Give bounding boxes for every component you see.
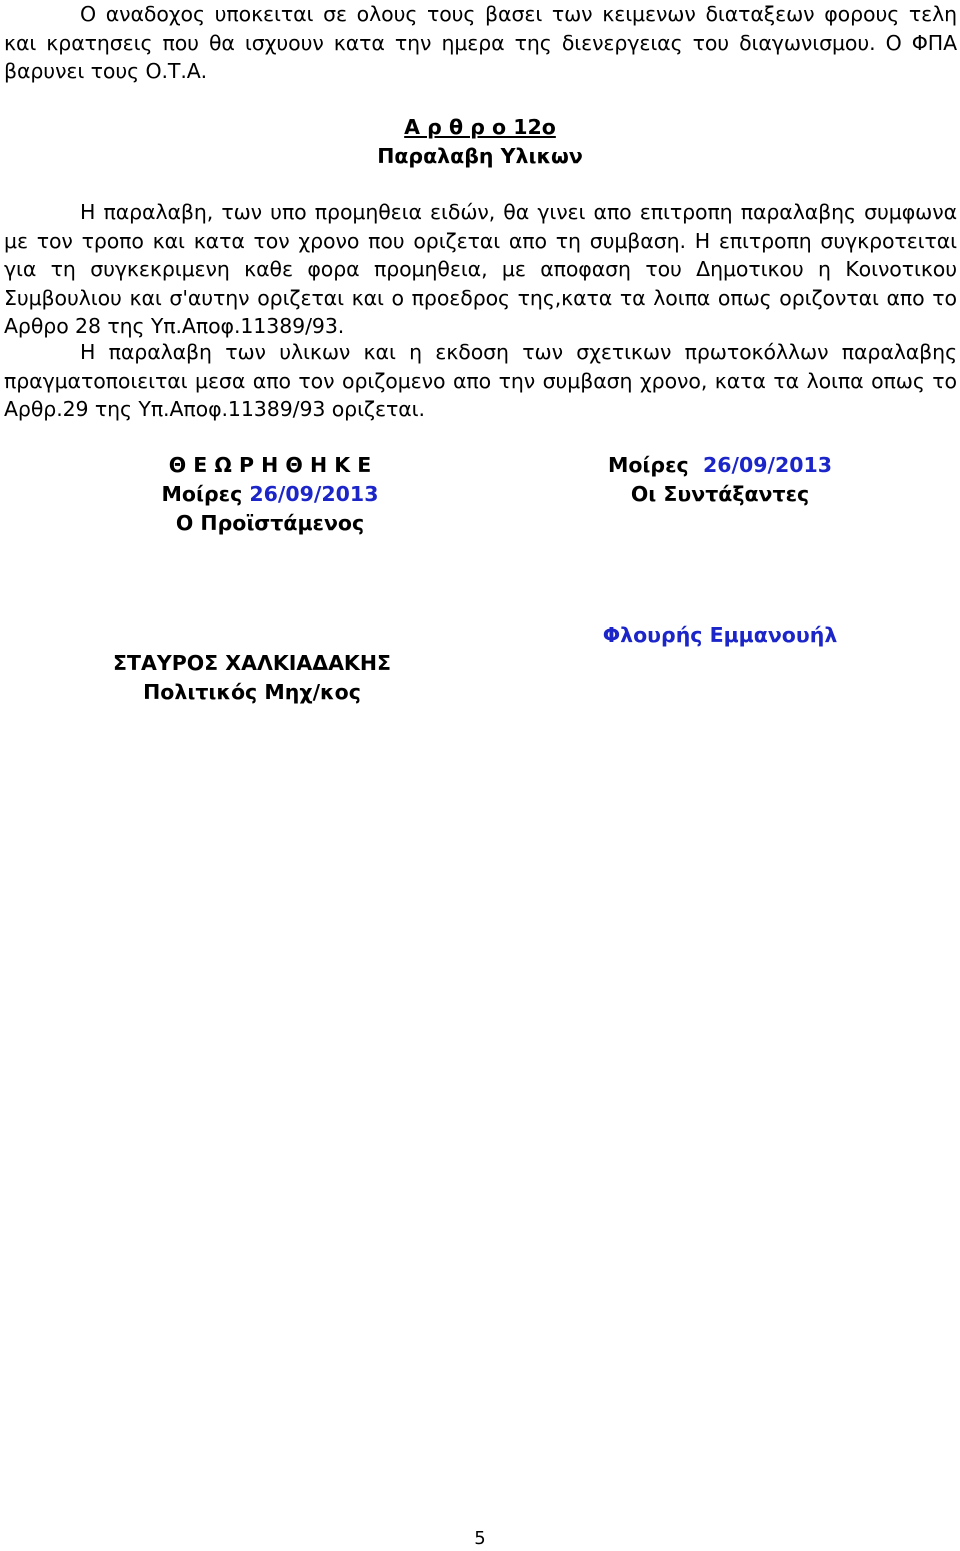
approval-label: Θ Ε Ω Ρ Η Θ Η Κ Ε — [168, 453, 372, 477]
signer-name-block-approval — [62, 649, 442, 707]
signer-role: Οι Συντάξαντες — [630, 482, 810, 506]
article-number: Α ρ θ ρ ο 12ο — [404, 115, 556, 139]
signer-title: Πολιτικός Μηχ/κος — [143, 680, 361, 704]
article-title: Παραλαβη Υλικων — [377, 144, 583, 168]
signature-block-approval — [80, 451, 460, 538]
signer-role: Ο Προϊστάμενος — [175, 511, 365, 535]
signature-block-authors — [530, 451, 910, 509]
paragraph-tax-obligations — [4, 0, 957, 86]
page-number: 5 — [474, 1528, 486, 1549]
place-date-line — [80, 480, 460, 509]
date: 26/09/2013 — [249, 482, 379, 506]
paragraph-receipt-protocol — [4, 338, 957, 424]
place-date-line — [530, 451, 910, 480]
paragraph-receipt-committee — [4, 198, 957, 341]
paragraph-text: Η παραλαβη, των υπο προμηθεια ειδών, θα γινει απο επιτροπη παραλαβης συμφωνα με τον τροπο και κατα τον χρονο που οριζεται απο τη συμβαση. Η επιτροπη συγκροτειται για τη συγκεκριμενη καθε φορα προμηθεια, με αποφαση του Δημοτικου η Κοινοτικου Συμβουλιου και σ'αυτην οριζεται και ο προεδρος της,κατα τα λοιπα οπως οριζονται απο το Αρθρο 28 της Υπ.Αποφ.11389/93. — [4, 200, 957, 338]
signer-name: Φλουρής Εμμανουήλ — [602, 623, 838, 647]
paragraph-text: Ο αναδοχος υποκειται σε ολους τους βασει των κειμενων διαταξεων φορους τελη και κρατησεις που θα ισχυουν κατα την ημερα της διενεργειας του διαγωνισμου. Ο ΦΠΑ βαρυνει τους Ο.Τ.Α. — [4, 2, 957, 83]
paragraph-text: Η παραλαβη των υλικων και η εκδοση των σχετικων πρωτοκόλλων παραλαβης πραγματοποιειται μεσα απο τον οριζομενο απο την συμβαση χρονο, κατα τα λοιπα οπως το Αρθρ.29 της Υπ.Αποφ.11389/93 οριζεται. — [4, 340, 957, 421]
date: 26/09/2013 — [702, 453, 833, 477]
place: Μοίρες — [607, 453, 689, 477]
signer-name: ΣΤΑΥΡΟΣ ΧΑΛΚΙΑΔΑΚΗΣ — [113, 651, 391, 675]
place: Μοίρες — [161, 482, 243, 506]
signer-name-block-authors — [530, 621, 910, 650]
